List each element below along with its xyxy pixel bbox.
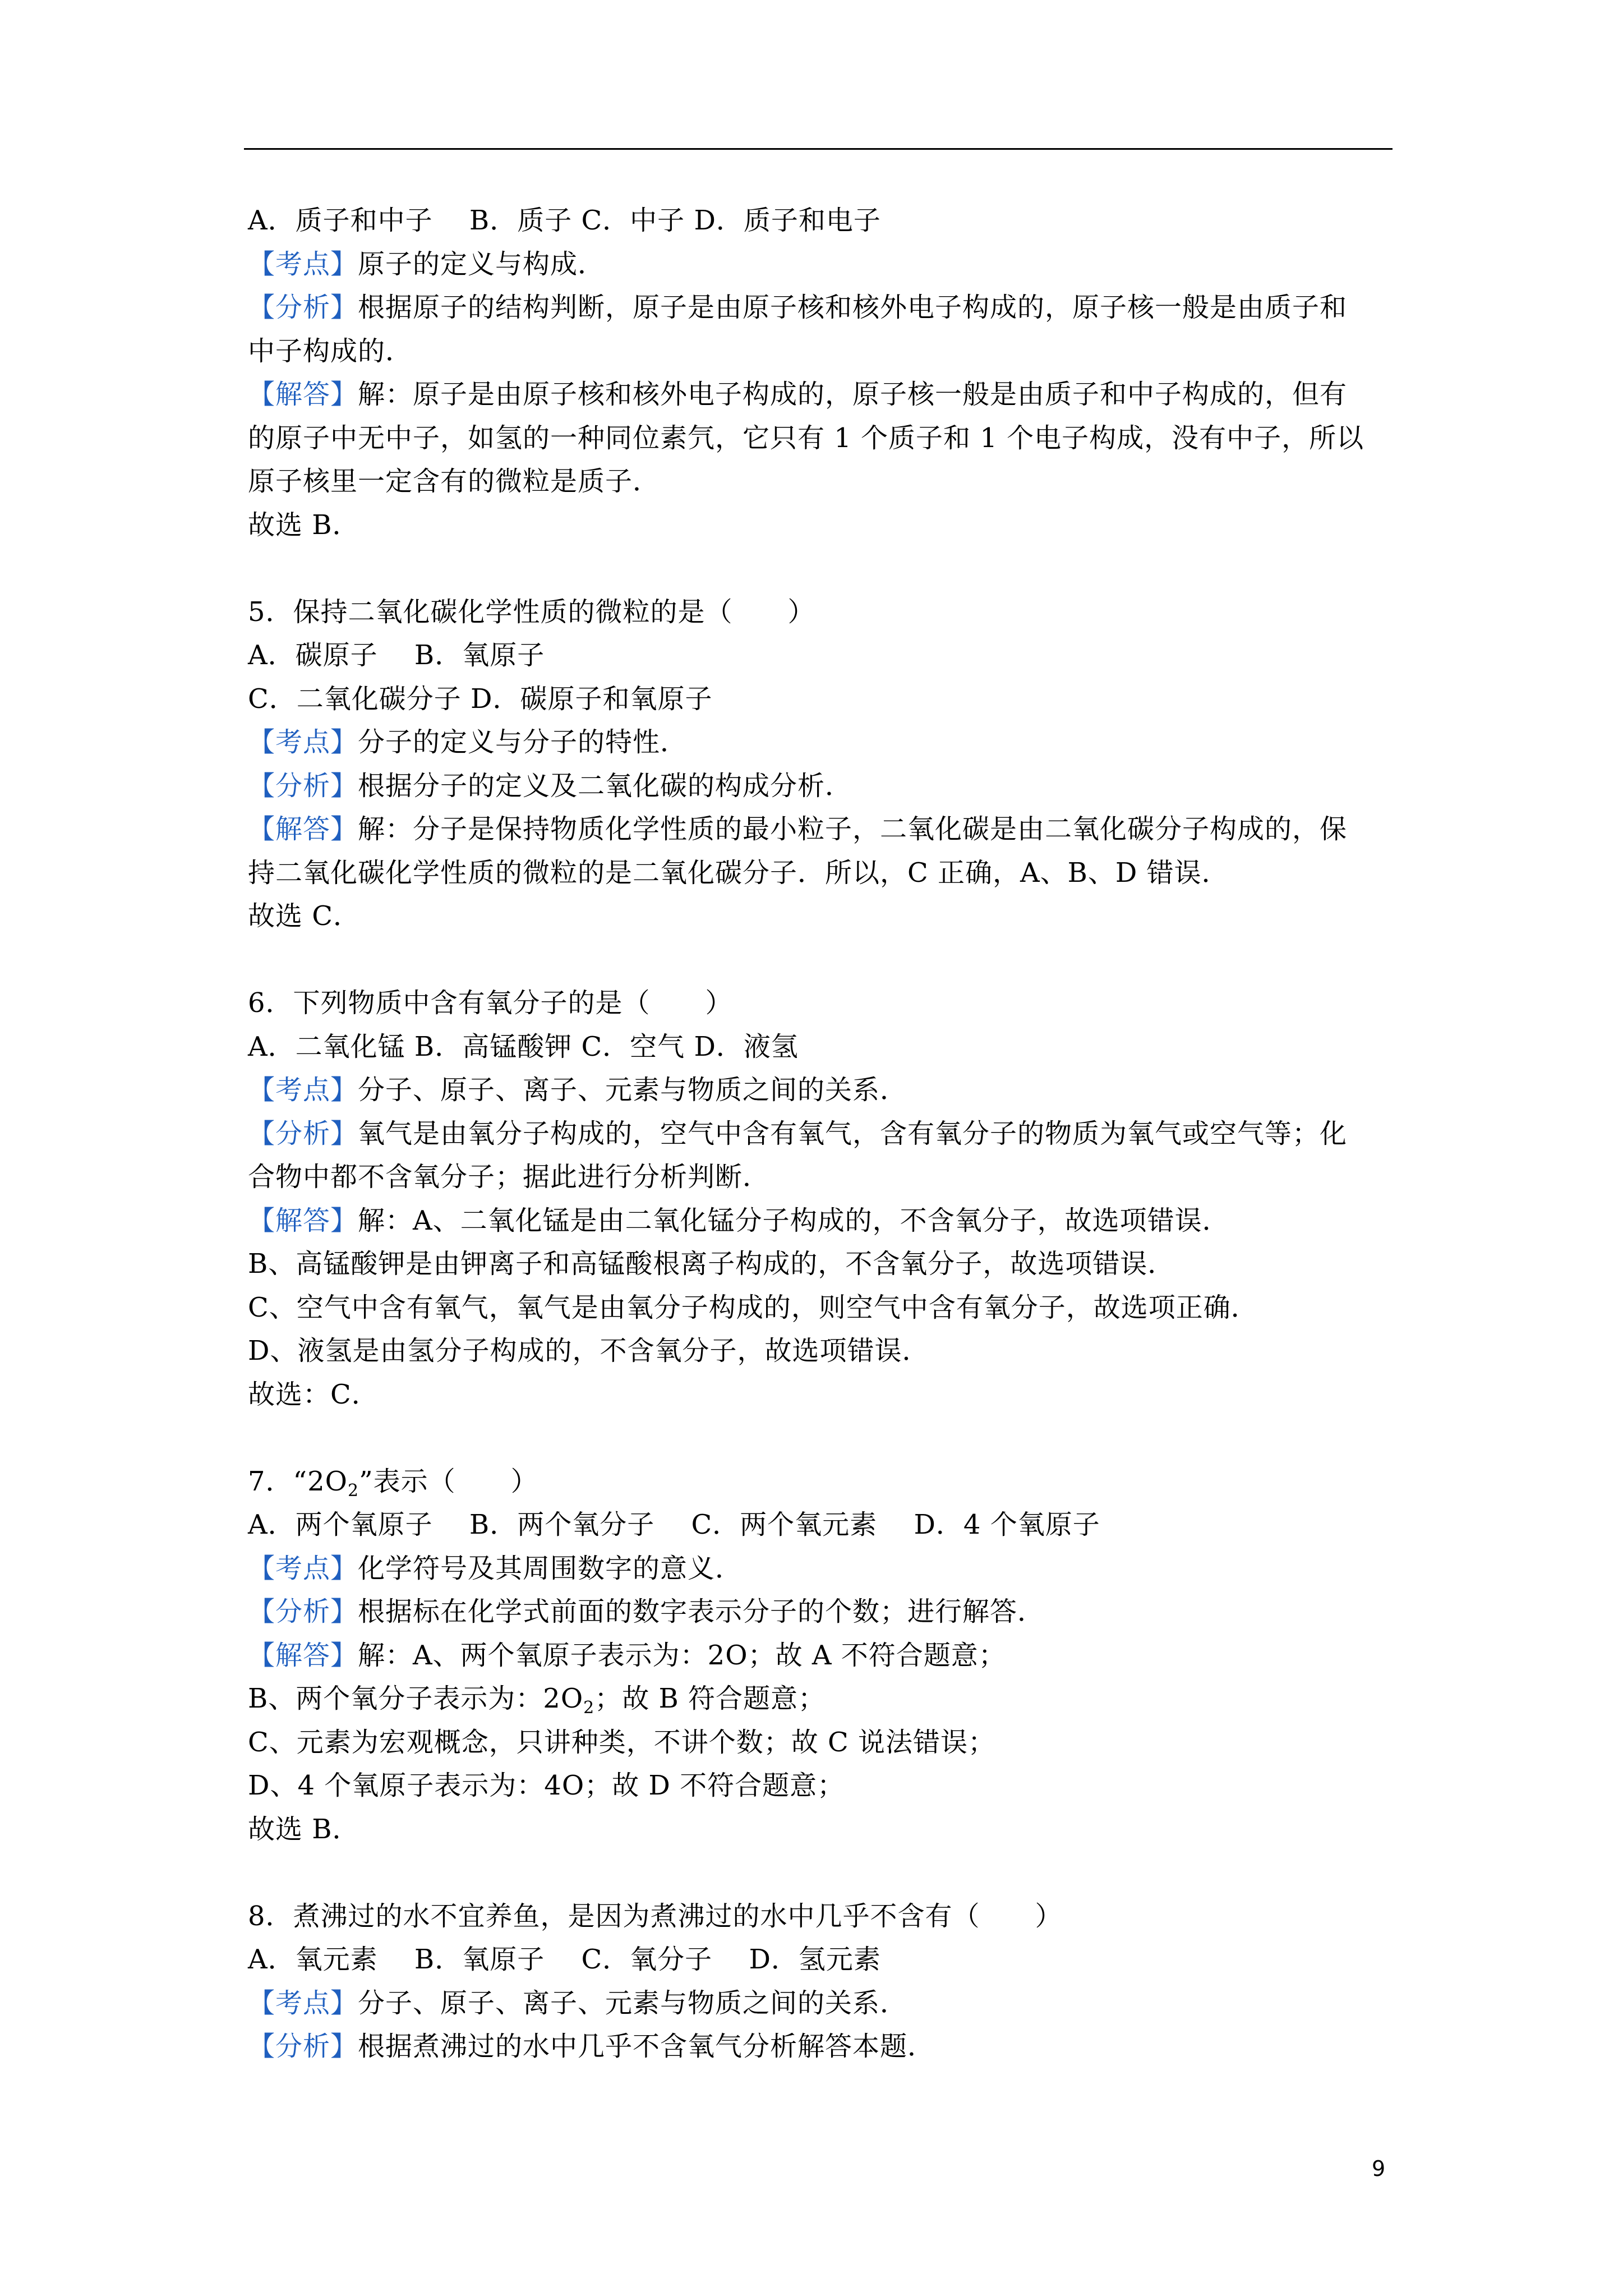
q5-answer: 故选 C．: [248, 900, 361, 932]
q5-jieda: 【解答】解：分子是保持物质化学性质的最小粒子，二氧化碳是由二氧化碳分子构成的，保: [248, 813, 1348, 845]
kaodian-tag: 【考点】: [248, 248, 358, 280]
fenxi-tag: 【分析】: [248, 770, 358, 802]
q6-answer: 故选：C．: [248, 1378, 379, 1410]
kaodian-tag: 【考点】: [248, 1987, 358, 2019]
jieda-tag: 【解答】: [248, 813, 358, 845]
jieda-tag: 【解答】: [248, 1204, 358, 1236]
q8-fenxi: 【分析】根据煮沸过的水中几乎不含氧气分析解答本题．: [248, 2031, 935, 2062]
q7-jieda: 【解答】解：A、两个氧原子表示为：2O；故 A 不符合题意；: [248, 1639, 1006, 1671]
q5-options-2: C．二氧化碳分子 D．碳原子和氧原子: [248, 683, 713, 715]
q5-jieda-cont: 持二氧化碳化学性质的微粒的是二氧化碳分子．所以，C 正确，A、B、D 错误．: [248, 857, 1229, 889]
spacer: [248, 1851, 1392, 1895]
jieda-tag: 【解答】: [248, 1639, 358, 1671]
kaodian-tag: 【考点】: [248, 1074, 358, 1106]
fenxi-tag: 【分析】: [248, 2031, 358, 2062]
header-rule: [244, 148, 1393, 150]
q7-options: A．两个氧原子 B．两个氧分子 C．两个氧元素 D．4 个氧原子: [248, 1509, 1100, 1540]
jieda-tag: 【解答】: [248, 379, 358, 410]
q4-jieda-cont-2: 原子核里一定含有的微粒是质子．: [248, 466, 661, 497]
q6-jieda-c: C、空气中含有氧气，氧气是由氧分子构成的，则空气中含有氧分子，故选项正确．: [248, 1291, 1258, 1323]
q8-options: A．氧元素 B．氧原子 C．氧分子 D．氢元素: [248, 1944, 881, 1975]
q5-fenxi: 【分析】根据分子的定义及二氧化碳的构成分析．: [248, 770, 853, 802]
q5-options-1: A．碳原子 B．氧原子: [248, 639, 545, 671]
q4-options: A．质子和中子 B．质子 C．中子 D．质子和电子: [248, 205, 881, 236]
q6-jieda: 【解答】解：A、二氧化锰是由二氧化锰分子构成的，不含氧分子，故选项错误．: [248, 1204, 1230, 1236]
q4-jieda: 【解答】解：原子是由原子核和核外电子构成的，原子核一般是由质子和中子构成的，但有: [248, 379, 1348, 410]
q7-jieda-b: B、两个氧分子表示为：$2O_2$；故 B 符合题意；: [248, 1683, 826, 1718]
spacer: [248, 938, 1392, 982]
spacer: [248, 547, 1392, 591]
q4-kaodian: 【考点】原子的定义与构成．: [248, 248, 606, 280]
q8-stem: 8．煮沸过的水不宜养鱼，是因为煮沸过的水中几乎不含有（ ）: [248, 1900, 1063, 1932]
fenxi-tag: 【分析】: [248, 1117, 358, 1149]
q7-fenxi: 【分析】根据标在化学式前面的数字表示分子的个数；进行解答．: [248, 1596, 1045, 1627]
q7-stem: 7．“$2O_2$”表示（ ）: [248, 1465, 538, 1501]
q4-fenxi: 【分析】根据原子的结构判断，原子是由原子核和核外电子构成的，原子核一般是由质子和: [248, 292, 1348, 323]
q6-jieda-b: B、高锰酸钾是由钾离子和高锰酸根离子构成的，不含氧分子，故选项错误．: [248, 1248, 1175, 1280]
q7-answer: 故选 B．: [248, 1813, 360, 1845]
spacer: [248, 1416, 1392, 1460]
q6-options: A．二氧化锰 B．高锰酸钾 C．空气 D．液氢: [248, 1030, 799, 1062]
q7-jieda-c: C、元素为宏观概念，只讲种类，不讲个数；故 C 说法错误；: [248, 1726, 995, 1758]
q4-answer: 故选 B．: [248, 509, 360, 541]
fenxi-tag: 【分析】: [248, 1596, 358, 1627]
q6-jieda-d: D、液氢是由氢分子构成的，不含氧分子，故选项错误．: [248, 1335, 930, 1366]
q6-fenxi-cont: 合物中都不含氧分子；据此进行分析判断．: [248, 1161, 771, 1193]
fenxi-tag: 【分析】: [248, 292, 358, 323]
q6-kaodian: 【考点】分子、原子、离子、元素与物质之间的关系．: [248, 1074, 908, 1106]
document-body: [248, 199, 1392, 2069]
q7-kaodian: 【考点】化学符号及其周围数字的意义．: [248, 1552, 743, 1584]
page-number: 9: [1372, 2156, 1386, 2181]
q6-fenxi: 【分析】氧气是由氧分子构成的，空气中含有氧气，含有氧分子的物质为氧气或空气等；化: [248, 1117, 1348, 1149]
q4-fenxi-cont: 中子构成的．: [248, 335, 413, 367]
q8-kaodian: 【考点】分子、原子、离子、元素与物质之间的关系．: [248, 1987, 908, 2019]
q4-jieda-cont-1: 的原子中无中子，如氢的一种同位素氕，它只有 1 个质子和 1 个电子构成，没有中子，所以: [248, 422, 1364, 454]
q5-stem: 5．保持二氧化碳化学性质的微粒的是（ ）: [248, 596, 815, 628]
q7-jieda-d: D、4 个氧原子表示为：4O；故 D 不符合题意；: [248, 1770, 845, 1801]
kaodian-tag: 【考点】: [248, 1552, 358, 1584]
q5-kaodian: 【考点】分子的定义与分子的特性．: [248, 726, 688, 758]
q6-stem: 6．下列物质中含有氧分子的是（ ）: [248, 987, 733, 1019]
kaodian-tag: 【考点】: [248, 726, 358, 758]
